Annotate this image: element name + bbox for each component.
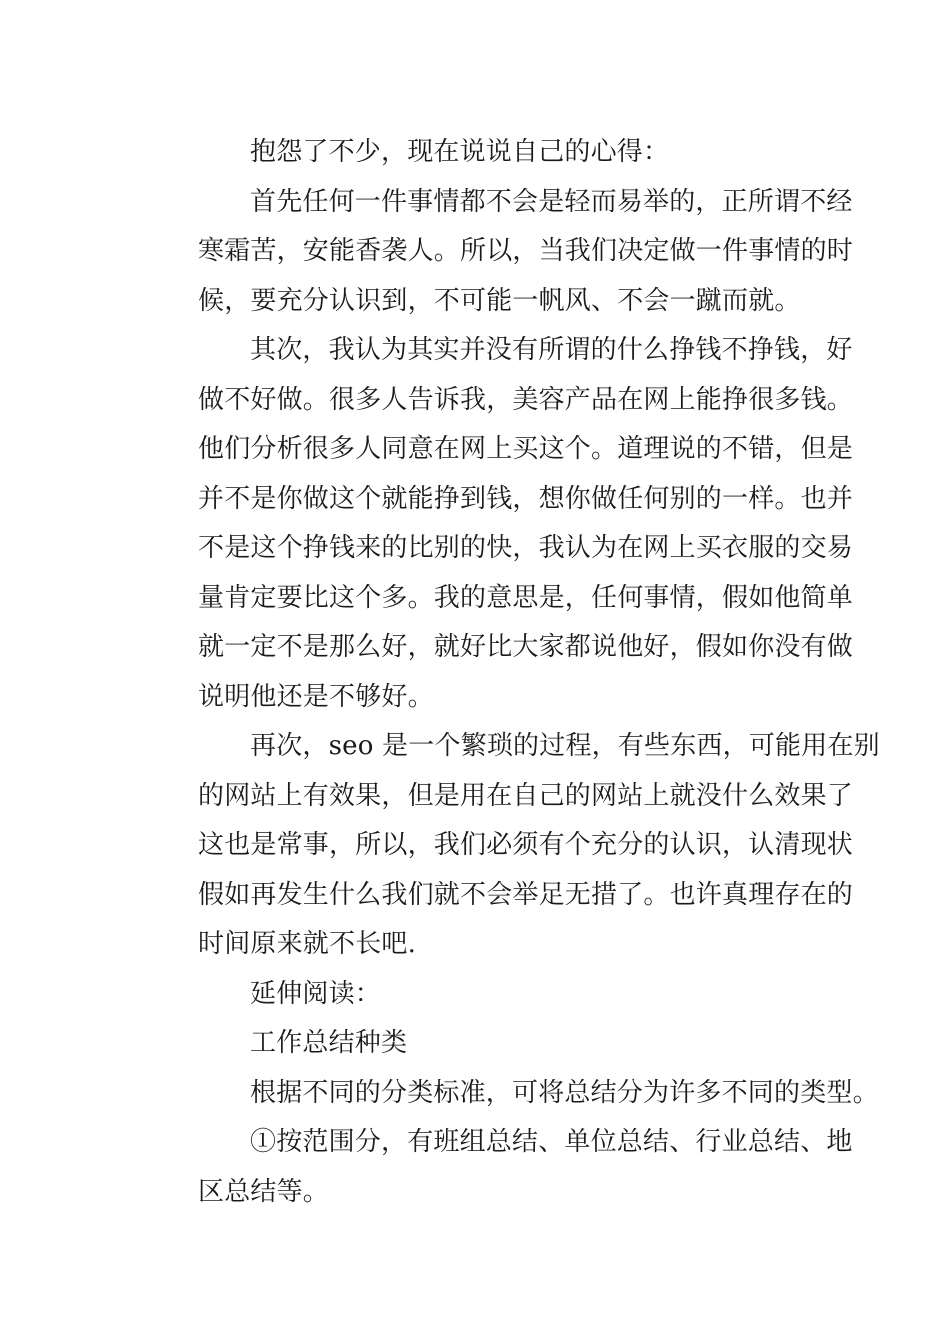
text-line: 量肯定要比这个多。我的意思是，任何事情，假如他简单 [198, 582, 854, 613]
text-line: 根据不同的分类标准，可将总结分为许多不同的类型。 [250, 1077, 879, 1108]
text-line: ①按范围分，有班组总结、单位总结、行业总结、地 [250, 1127, 853, 1157]
paragraph-by-scope [146, 1118, 853, 1217]
text-line: 寒霜苦，安能香袭人。所以，当我们决定做一件事情的时 [198, 236, 854, 266]
text-line: 区总结等。 [198, 1176, 330, 1207]
paragraph-first-point [146, 178, 854, 327]
text-line: 不是这个挣钱来的比别的快，我认为在网上买衣服的交易 [198, 533, 854, 563]
text-line: 的网站上有效果，但是用在自己的网站上就没什么效果了 [198, 780, 854, 811]
text-line: 并不是你做这个就能挣到钱，想你做任何别的一样。也并 [198, 483, 854, 514]
paragraph-third-point [146, 722, 880, 970]
text-line: 候，要充分认识到，不可能一帆风、不会一蹴而就。 [198, 285, 801, 316]
paragraph-classification [146, 1069, 879, 1119]
text-line: 这也是常事，所以，我们必须有个充分的认识，认清现状 [198, 830, 854, 860]
text-line: 其次，我认为其实并没有所谓的什么挣钱不挣钱，好 [250, 335, 853, 365]
section-heading-summary-types [146, 1019, 806, 1069]
text-line: 首先任何一件事情都不会是轻而易举的，正所谓不经 [250, 186, 853, 217]
paragraph-intro [146, 128, 806, 178]
text-line: 时间原来就不长吧. [198, 929, 417, 959]
text-line: 做不好做。很多人告诉我，美容产品在网上能挣很多钱。 [198, 384, 854, 415]
text-line: 再次，seo 是一个繁琐的过程，有些东西，可能用在别 [250, 731, 880, 761]
text-line: 延伸阅读： [250, 978, 382, 1009]
text-line: 说明他还是不够好。 [198, 681, 434, 712]
paragraph-second-point [146, 326, 854, 722]
text-line: 他们分析很多人同意在网上买这个。道理说的不错，但是 [198, 434, 854, 464]
document-body [146, 128, 880, 1217]
text-line: 工作总结种类 [250, 1028, 408, 1058]
text-line: 假如再发生什么我们就不会举足无措了。也许真理存在的 [198, 879, 854, 910]
text-line: 就一定不是那么好，就好比大家都说他好，假如你没有做 [198, 632, 854, 662]
text-line: 抱怨了不少，现在说说自己的心得： [250, 137, 670, 167]
paragraph-extended-reading [146, 970, 806, 1020]
